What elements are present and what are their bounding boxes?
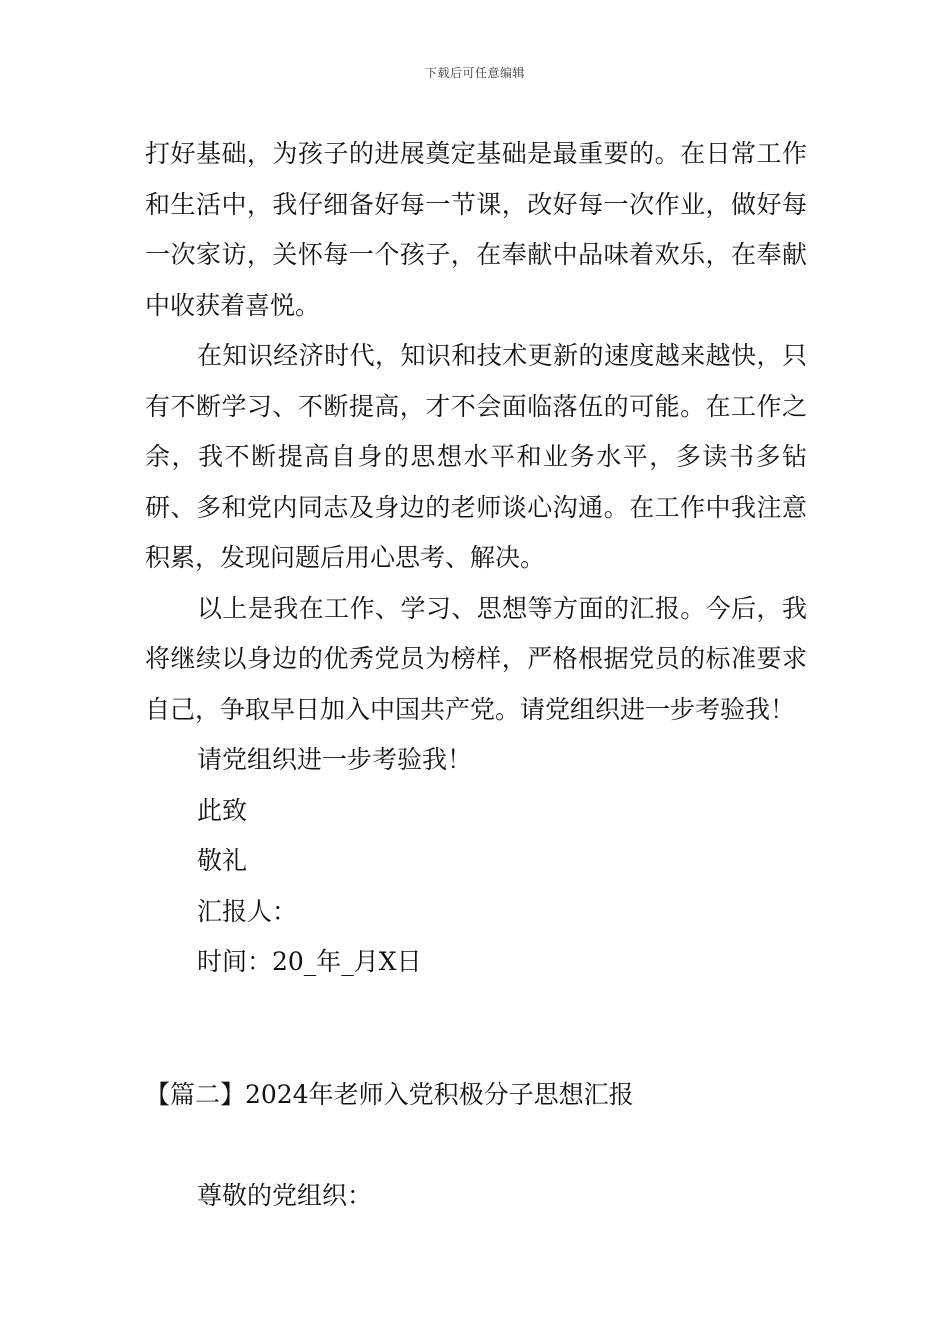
closing-regards-1: 此致 [197, 795, 248, 825]
closing-request: 请党组织进一步考验我！ [197, 745, 473, 774]
section-heading: 【篇二】2024年老师入党积极分子思想汇报 [145, 1080, 634, 1109]
document-body [145, 129, 807, 988]
paragraph-summary: 以上是我在工作、学习、思想等方面的汇报。今后，我将继续以身边的优秀党员为榜样，严格根据党员的标准要求自己，争取早日加入中国共产党。请党组织进一步考验我！ [145, 593, 807, 724]
reporter-line: 汇报人： [197, 896, 298, 926]
closing-regards-2: 敬礼 [197, 846, 248, 875]
paragraph-knowledge-economy: 在知识经济时代，知识和技术更新的速度越来越快，只有不断学习、不断提高，才不会面临落伍的可能。在工作之余，我不断提高自身的思想水平和业务水平，多读书多钻研、多和党内同志及身边的老师谈心沟通。在工作中我注意积累，发现问题后用心思考、解决。 [145, 341, 807, 572]
page-header-note: 下载后可任意编辑 [424, 66, 525, 80]
salutation: 尊敬的党组织： [197, 1181, 373, 1210]
paragraph-continuation: 打好基础，为孩子的进展奠定基础是最重要的。在日常工作和生活中，我仔细备好每一节课，改好每一次作业，做好每一次家访，关怀每一个孩子，在奉献中品味着欢乐，在奉献中收获着喜悦。 [145, 139, 807, 320]
date-line: 时间：20_年_月X日 [197, 947, 422, 976]
